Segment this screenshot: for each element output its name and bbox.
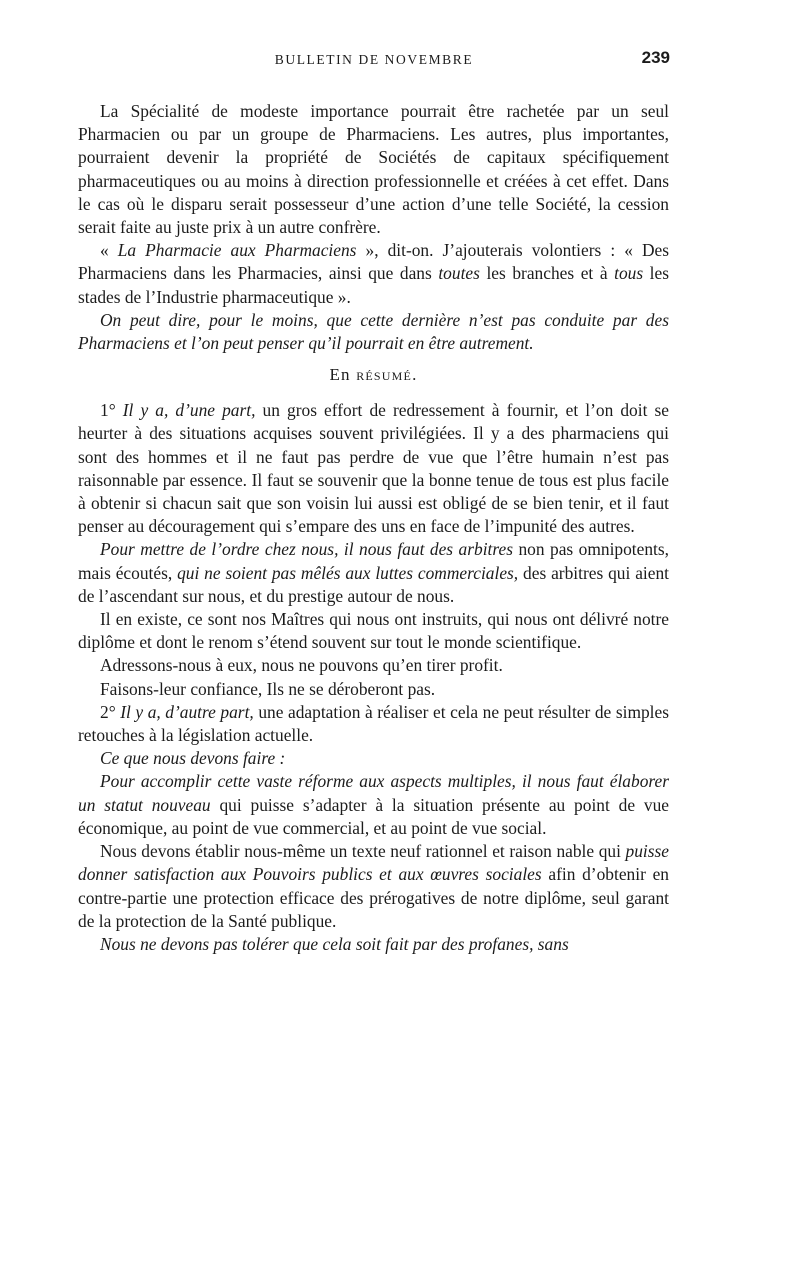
paragraph-pharmacie-aux-pharmaciens [78,239,669,309]
italic-phrase: Pour mettre de l’ordre chez nous, il nous faut des arbitres [100,539,513,560]
italic-phrase: puisse donner satisfaction aux Pouvoirs publics et aux œuvres sociales [78,841,669,885]
text-segment: un gros effort de redressement à fournir, et l’on doit se heurter à des situations acquises souvent privilégiées. Il y a des pharmaciens qui sont des hommes et il ne faut pas perdre de vue que l’être humain n’est pas raisonnable par essence. Il faut se souvenir que la bonne tenue de tous est plus facile à obtenir si chacun sait que son voisin lui aussi est obligé de se bien tenir, et il faut penser au découragement qui s’empare des uns en face de l’impunité des autres. [78,400,669,537]
paragraph-maitres [78,608,669,654]
text-segment: des arbitres qui aient de l’ascendant sur nous, et du prestige autour de nous. [78,562,669,606]
text-segment: Nous devons établir nous-même un texte neuf rationnel et raison nable qui [100,841,626,862]
italic-paragraph-text: Ce que nous devons faire : [100,748,286,769]
page-header [78,48,670,72]
point-number: 1° [100,400,123,421]
paragraph-text: Faisons-leur confiance, Ils ne se déroberont pas. [100,678,436,699]
heading-word-small-caps: résumé. [356,365,418,385]
paragraph-profanes [78,933,669,956]
paragraph-specialite [78,100,669,239]
paragraph-text: Adressons-nous à eux, nous ne pouvons qu’en tirer profit. [100,655,503,676]
paragraph-reforme [78,770,669,840]
italic-phrase: Il y a, d’autre part, [120,701,254,722]
section-heading-en-resume [78,363,669,387]
running-title: BULLETIN DE NOVEMBRE [274,52,474,67]
paragraph-text: Il en existe, ce sont nos Maîtres qui nous ont instruits, qui nous ont délivré notre diplôme et dont le renom s’étend souvent sur tout le monde scientifique. [78,609,669,653]
text-segment: non pas omnipotents, mais écoutés, [78,539,669,583]
paragraph-point-1 [78,399,669,538]
text-segment: les stades de l’Industrie pharmaceutique ». [78,263,669,307]
text-segment: une adaptation à réaliser et cela ne peut résulter de simples retouches à la législation actuelle. [78,701,669,746]
italic-phrase: La Pharmacie aux Pharmaciens [117,240,357,261]
paragraph-arbitres [78,538,669,608]
italic-phrase: qui ne soient pas mêlés aux luttes commerciales, [177,562,519,583]
paragraph-on-peut-dire [78,309,669,355]
text-segment: les branches et à [479,263,615,284]
italic-word: toutes [438,263,480,284]
paragraph-point-2 [78,701,669,747]
text-segment: », dit-on. J’ajouterais volontiers : « Des Pharmaciens dans les Pharmacies, ainsi que dans [78,240,670,284]
italic-paragraph-text: Nous ne devons pas tolérer que cela soit fait par des profanes, sans [100,933,569,954]
heading-word: En [329,365,351,385]
italic-phrase: Il y a, d’une part, [122,400,256,421]
italic-phrase: Pour accomplir cette vaste réforme aux aspects multiples, il nous faut élaborer un statut nouveau [78,771,669,815]
point-number: 2° [100,701,121,722]
paragraph-adressons [78,654,669,677]
paragraph-confiance [78,678,669,701]
text-segment: qui puisse s’adapter à la situation présente au point de vue économique, au point de vue commercial, et au point de vue social. [78,794,669,838]
paragraph-text: La Spécialité de modeste importance pourrait être rachetée par un seul Pharmacien ou par un groupe de Pharmaciens. Les autres, plus importantes, pourraient devenir la propriété de Sociétés de capitaux spécifiquement pharmaceutiques ou au moins à direction professionnelle et créées à cet effet. Dans le cas où le disparu serait possesseur d’une action d’une telle Société, la cession serait faite au juste prix à un autre confrère. [78,101,669,238]
body-text [78,100,669,956]
page-number: 239 [641,48,670,67]
italic-word: tous [614,263,644,284]
paragraph-texte-neuf [78,840,669,933]
italic-paragraph-text: On peut dire, pour le moins, que cette dernière n’est pas conduite par des Pharmaciens et l’on peut penser qu’il pourrait en être autrement. [78,309,669,354]
paragraph-ce-que-nous-devons-faire [78,747,669,770]
text-segment: afin d’obtenir en contre-partie une protection efficace des prérogatives de notre diplôme, seul garant de la protection de la Santé publique. [78,864,669,931]
text-segment: « [100,240,118,261]
